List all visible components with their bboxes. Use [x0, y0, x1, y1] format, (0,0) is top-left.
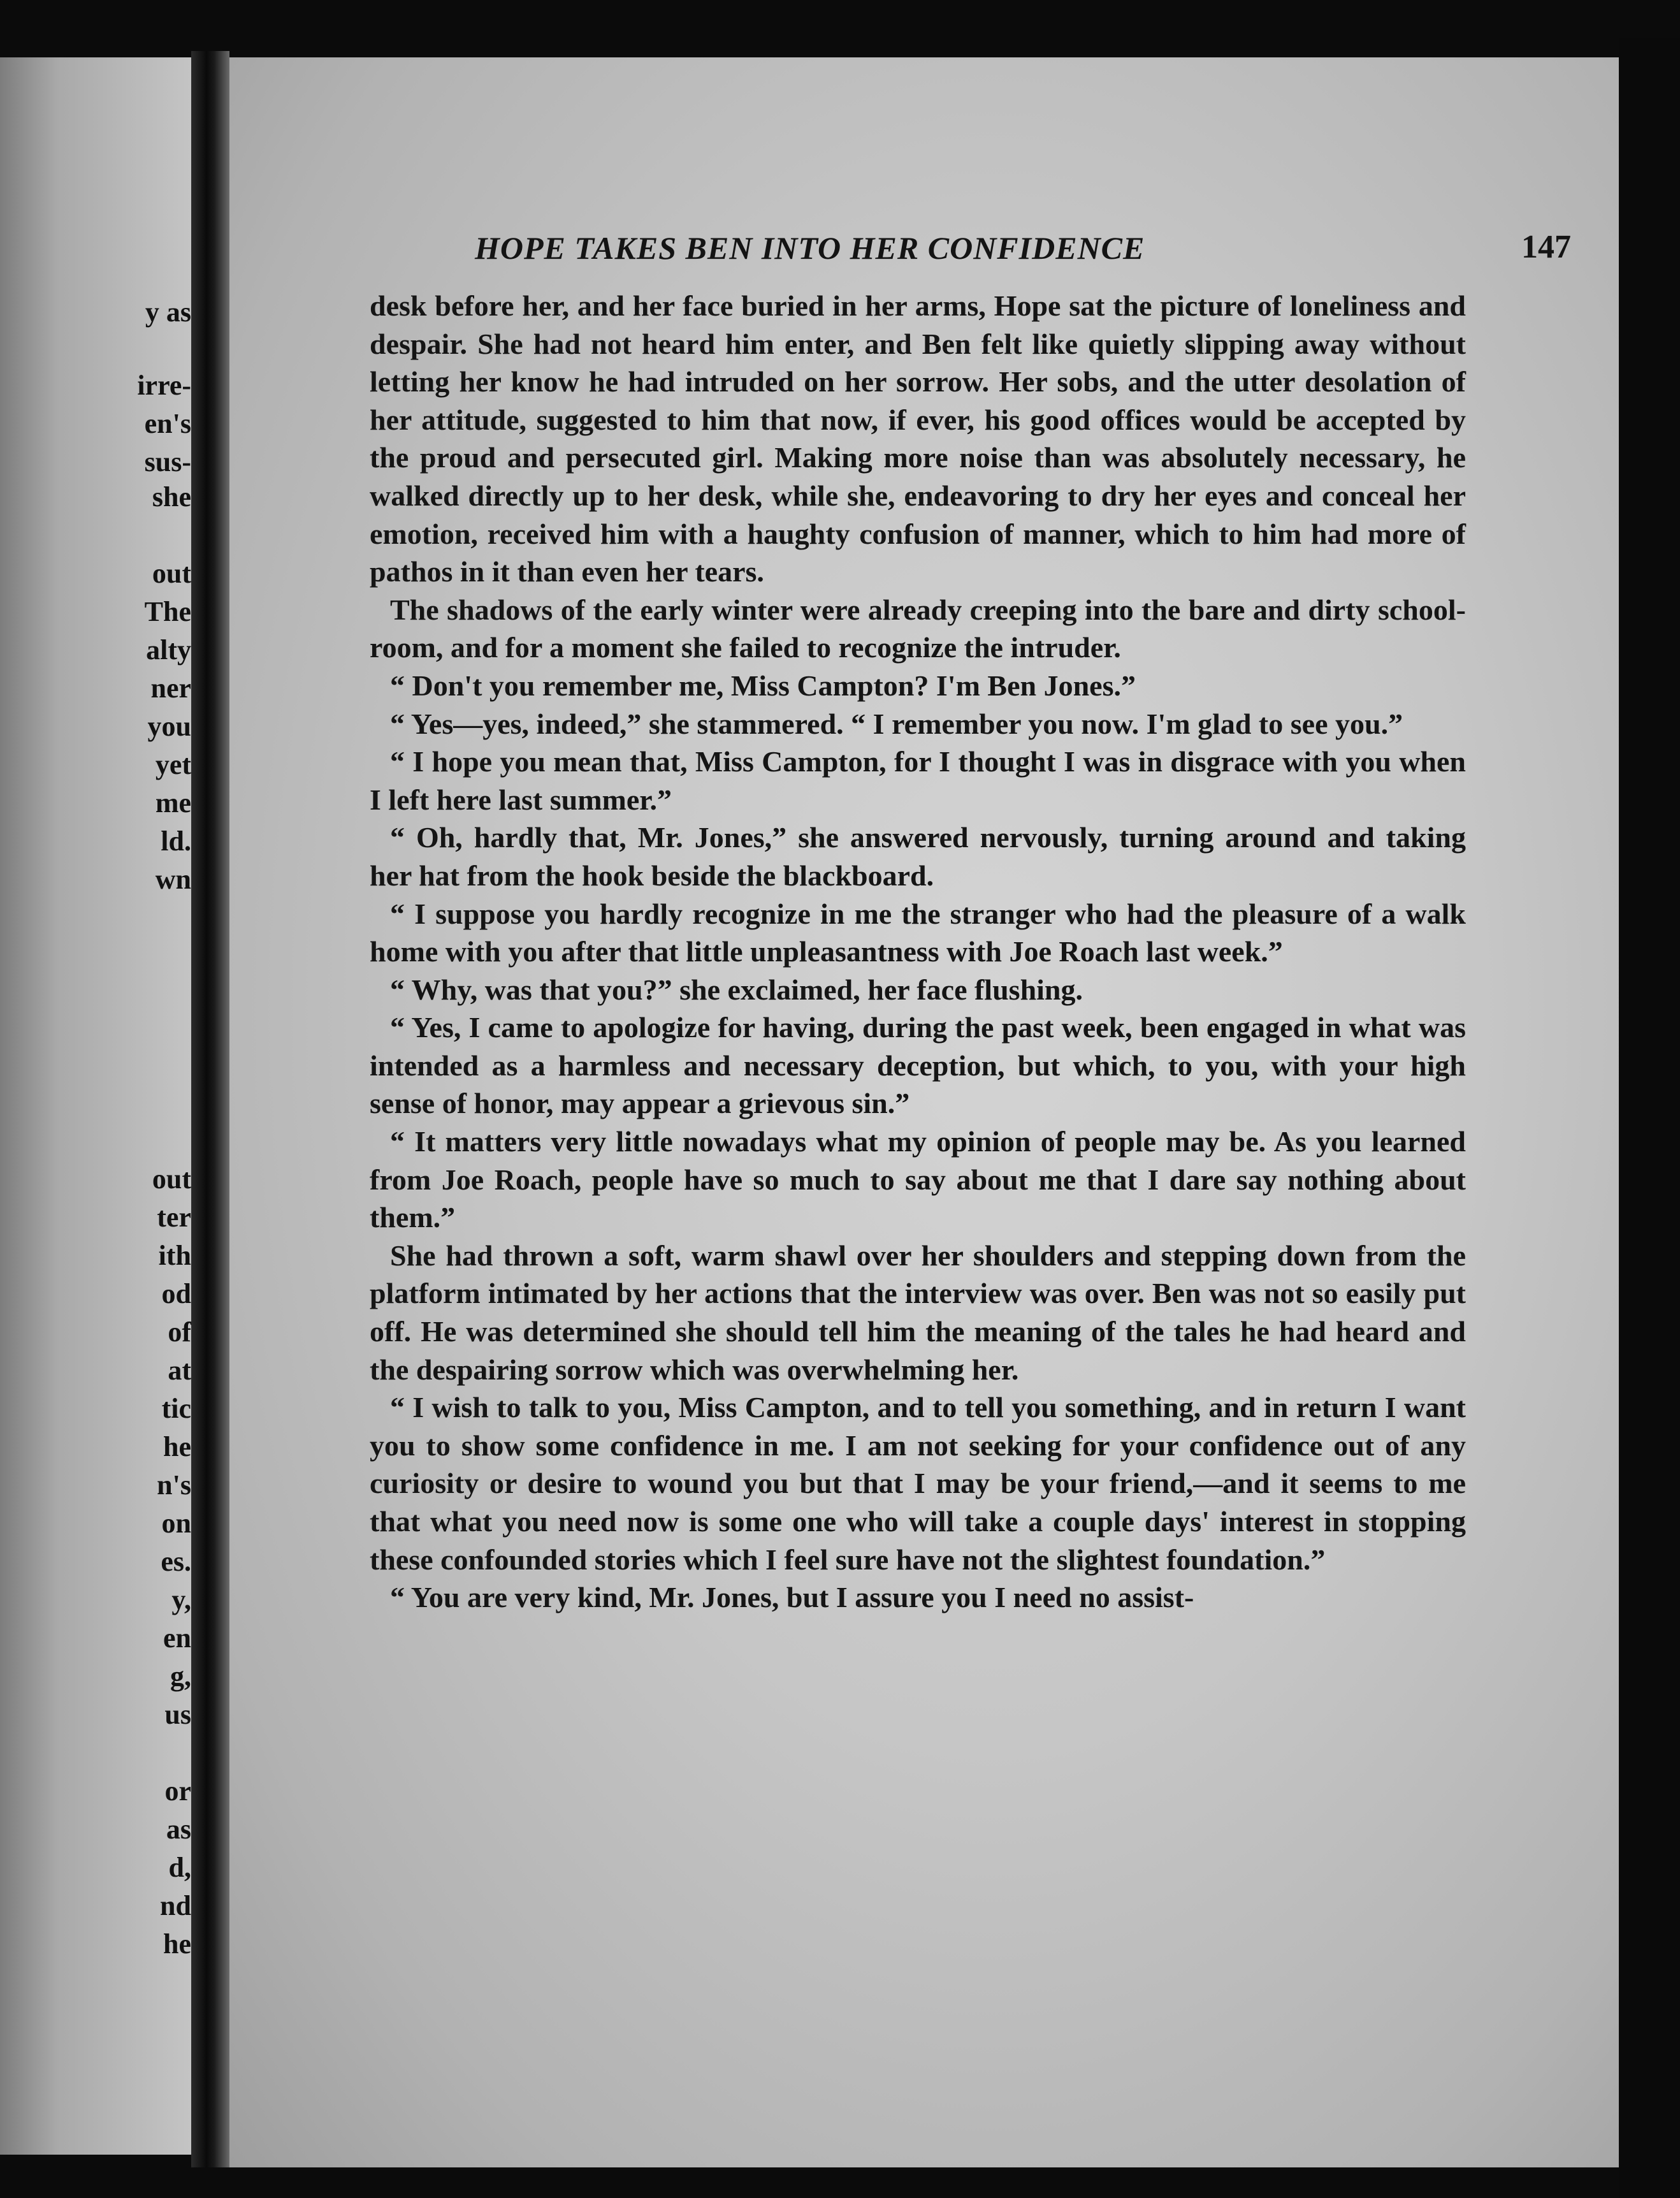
left-fragment-line: wn	[155, 864, 191, 895]
left-fragment-line: on	[161, 1508, 191, 1539]
book-gutter	[191, 51, 229, 2167]
left-fragment-line: g,	[170, 1661, 191, 1692]
left-fragment-line: you	[147, 711, 191, 742]
left-fragment-line: out	[152, 558, 191, 589]
left-fragment-line: n's	[157, 1469, 191, 1501]
left-fragment-line: he	[163, 1928, 191, 1960]
paragraph: “ Why, was that you?” she exclaimed, her face flushing.	[390, 973, 1083, 1006]
paragraph: “ I suppose you hardly recognize in me the stranger who had the pleasure of a walk home with you after that little unpleasantness with Joe Roach last week.”	[370, 897, 1466, 968]
left-fragment-line: yet	[155, 749, 191, 780]
left-fragment-line: ld.	[161, 826, 191, 857]
left-fragment-line: of	[168, 1316, 191, 1348]
running-head	[475, 229, 1571, 280]
left-fragment-line: nd	[160, 1890, 191, 1921]
left-fragment-line: es.	[161, 1546, 191, 1577]
left-fragment-line: out	[152, 1163, 191, 1195]
left-fragment-line: od	[161, 1278, 191, 1309]
left-fragment-line: d,	[168, 1852, 191, 1883]
paragraph: “ You are very kind, Mr. Jones, but I assure you I need no assist-	[390, 1581, 1194, 1614]
paragraph: “ It matters very little nowadays what my opinion of people may be. As you learned from Joe Roach, people have so much to say about me that I dare say nothing about them.”	[370, 1125, 1466, 1234]
left-fragment-line: y as	[145, 296, 191, 328]
paragraph: The shadows of the early winter were already creeping into the bare and dirty school-room, and for a moment she failed to recognize the intruder.	[370, 593, 1466, 664]
left-fragment-line: y,	[171, 1584, 191, 1615]
paragraph: “ I wish to talk to you, Miss Campton, and to tell you something, and in return I want you to show some confidence in me. I am not seeking for your confidence out of any curiosity or desire to wound you but that I may be your friend,—and it seems to me that what you need now is some one who will take a couple days' interest in stopping these confounded stories which I feel sure have not the slightest foundation.”	[370, 1391, 1466, 1576]
left-fragment-line: alty	[146, 634, 191, 666]
book-page	[229, 57, 1619, 2167]
left-fragment-line: ith	[158, 1240, 191, 1271]
left-fragment-line: or	[164, 1775, 191, 1807]
chapter-title: HOPE TAKES BEN INTO HER CONFIDENCE	[475, 230, 1145, 266]
paragraph: She had thrown a soft, warm shawl over her shoulders and stepping down from the platform intimated by her actions that the interview was over. Ben was not so easily put off. He was determined she should tell him the meaning of the tales he had heard and the despairing sorrow which was overwhelming her.	[370, 1239, 1466, 1386]
left-fragment-line: ter	[157, 1202, 191, 1233]
left-fragment-line: irre-	[137, 370, 191, 401]
scan-border	[1619, 38, 1680, 2198]
paragraph: desk before her, and her face buried in her arms, Hope sat the picture of loneliness and despair. She had not heard him enter, and Ben felt like quietly slipping away without letting her know he had intruded on her sorrow. Her sobs, and the utter desolation of her attitude, suggested to him that now, if ever, his good offices would be accepted by the proud and persecuted girl. Making more noise than was absolutely necessary, he walked directly up to her desk, while she, endeavoring to dry her eyes and conceal her emotion, received him with a haughty confusion of manner, which to him had more of pathos in it than even her tears.	[370, 289, 1466, 588]
body-text	[370, 287, 1466, 1617]
left-fragment-line: as	[166, 1814, 191, 1845]
paragraph: “ Yes—yes, indeed,” she stammered. “ I remember you now. I'm glad to see you.”	[390, 707, 1403, 740]
paragraph: “ I hope you mean that, Miss Campton, for I thought I was in disgrace with you when I left here last summer.”	[370, 745, 1466, 816]
paragraph: “ Don't you remember me, Miss Campton? I'm Ben Jones.”	[390, 669, 1136, 702]
left-fragment-line: The	[144, 596, 191, 627]
page-number: 147	[1521, 229, 1571, 265]
left-fragment-line: at	[168, 1355, 191, 1386]
left-fragment-line: tic	[161, 1393, 191, 1424]
left-fragment-line: she	[152, 481, 191, 513]
left-fragment-line: sus-	[144, 446, 191, 477]
left-fragment-line: me	[155, 787, 191, 819]
left-fragment-line: en's	[144, 408, 191, 439]
previous-page-fragment	[0, 57, 191, 2155]
left-fragment-line: us	[164, 1699, 191, 1730]
left-fragment-line: en	[163, 1622, 191, 1654]
left-fragment-line: he	[163, 1431, 191, 1462]
paragraph: “ Yes, I came to apologize for having, during the past week, been engaged in what was intended as a harmless and necessary deception, but which, to you, with your high sense of honor, may appear a grievous sin.”	[370, 1011, 1466, 1120]
left-fragment-line: ner	[150, 673, 191, 704]
paragraph: “ Oh, hardly that, Mr. Jones,” she answered nervously, turning around and taking her hat from the hook beside the blackboard.	[370, 821, 1466, 892]
